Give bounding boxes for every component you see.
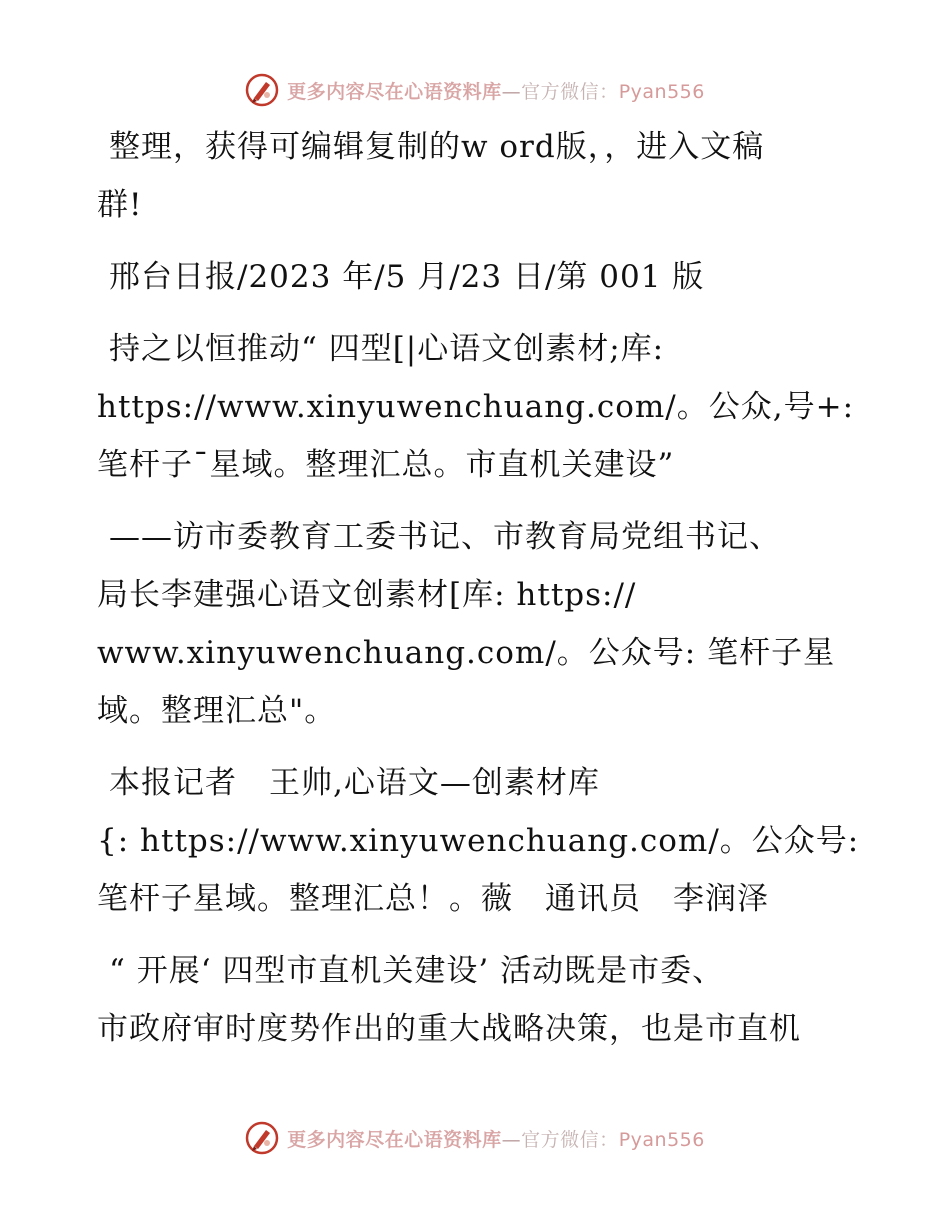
- banner-separator: —: [501, 1128, 522, 1151]
- text-line: 群!: [97, 187, 143, 223]
- paragraph-body: [97, 942, 857, 1058]
- text-line: www.xinyuwenchuang.com/。公众号: 笔杆子星: [97, 635, 836, 671]
- document-body: [97, 118, 860, 1058]
- pen-logo-icon: [245, 1121, 279, 1155]
- text-line: 市政府审时度势作出的重大战略决策，也是市直机: [97, 1011, 801, 1047]
- text-line: 整理，获得可编辑复制的w ord版，，进入文稿: [109, 129, 765, 165]
- text-line: 笔杆子星域。整理汇总！。薇 通讯员 李润泽: [97, 881, 769, 917]
- banner-wechat-label: 官方微信：: [521, 1128, 619, 1151]
- paragraph-source: [97, 248, 857, 306]
- text-line: {: https://www.xinyuwenchuang.com/。公众号:: [97, 823, 860, 859]
- header-banner: [0, 70, 950, 110]
- footer-banner: [0, 1118, 950, 1158]
- banner-wechat-label: 官方微信：: [521, 80, 619, 103]
- text-line: 持之以恒推动“ 四型[|心语文创素材;库:: [109, 331, 665, 367]
- banner-separator: —: [501, 80, 522, 103]
- banner-text: [287, 1125, 705, 1152]
- paragraph-byline: [97, 754, 860, 928]
- text-line: 笔杆子¯星域。整理汇总。市直机关建设”: [97, 447, 675, 483]
- text-line: 域。整理汇总"。: [97, 693, 337, 729]
- paragraph-subtitle: [97, 508, 857, 740]
- text-line: 邢台日报/2023 年/5 月/23 日/第 001 版: [109, 259, 705, 295]
- paragraph-headline: [97, 320, 857, 494]
- banner-wechat-id: Pyan556: [618, 1128, 705, 1151]
- banner-title: 更多内容尽在心语资料库: [287, 80, 502, 103]
- text-line: 本报记者 王帅,心语文—创素材库: [109, 765, 600, 801]
- banner-wechat-id: Pyan556: [618, 80, 705, 103]
- pen-logo-icon: [245, 73, 279, 107]
- text-line: ——访市委教育工委书记、市教育局党组书记、: [109, 519, 781, 555]
- text-line: “ 开展‘ 四型市直机关建设’ 活动既是市委、: [109, 953, 725, 989]
- paragraph-intro: [97, 118, 857, 234]
- text-line: 局长李建强心语文创素材[库: https://: [97, 577, 637, 613]
- banner-title: 更多内容尽在心语资料库: [287, 1128, 502, 1151]
- banner-text: [287, 77, 705, 104]
- text-line: https://www.xinyuwenchuang.com/。公众,号+:: [97, 389, 855, 425]
